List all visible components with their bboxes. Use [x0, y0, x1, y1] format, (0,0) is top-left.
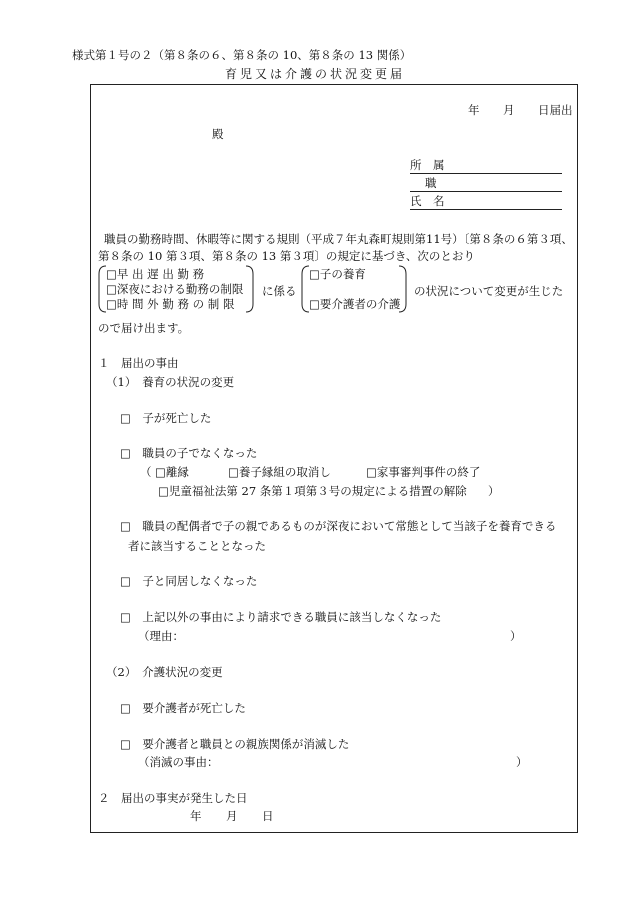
item2-paren-open: （	[140, 465, 152, 479]
option-child-care: □子の養育	[309, 267, 366, 281]
other-reason-label: （理由：	[138, 629, 184, 643]
item-spouse-can-care-line1: □ 職員の配偶者で子の親であるものが深夜において常態として当該子を養育できる	[120, 519, 557, 533]
position-label: 職	[425, 176, 437, 190]
document-title: 育児又は介護の状況変更届	[225, 67, 406, 81]
name-underline	[410, 209, 562, 210]
name-label: 氏 名	[410, 194, 445, 208]
date-month-label: 月	[503, 103, 515, 117]
connector-text: に係る	[262, 284, 297, 298]
option-family-care: □要介護者の介護	[309, 297, 401, 311]
item2-paren-close: ）	[488, 484, 500, 498]
other-reason-close: ）	[510, 629, 522, 643]
item-other-reason: □ 上記以外の事由により請求できる職員に該当しなくなった	[120, 610, 442, 624]
section2-heading: ２ 届出の事実が発生した日	[98, 791, 248, 805]
intro-line-2: 第８条の 10 第３項、第８条の 13 第３項〕の規定に基づき、次のとおり	[98, 249, 475, 263]
form-number: 様式第１号の２（第８条の６、第８条の 10、第８条の 13 関係）	[72, 48, 412, 62]
occurrence-year-label: 年	[190, 809, 202, 823]
intro-line-last: ので届け出ます。	[98, 321, 190, 335]
occurrence-day-label: 日	[262, 809, 274, 823]
affiliation-underline	[410, 173, 562, 174]
intro-tail: の状況について変更が生じた	[414, 284, 564, 298]
option-dissolution-adoption: □離縁	[155, 465, 189, 479]
option-early-late-shift: □早 出 遅 出 勤 務	[106, 267, 205, 281]
item-no-longer-child: □ 職員の子でなくなった	[120, 446, 258, 460]
affiliation-label: 所 属	[410, 158, 445, 172]
section1-heading: １ 届出の事由	[98, 356, 179, 370]
option-child-welfare-measure: □児童福祉法第 27 条第１項第３号の規定による措置の解除	[158, 484, 467, 498]
item-no-longer-cohabiting: □ 子と同居しなくなった	[120, 574, 258, 588]
option-night-work-limit: □深夜における勤務の制限	[106, 282, 244, 296]
item-child-deceased: □ 子が死亡した	[120, 411, 212, 425]
option-overtime-limit: □時 間 外 勤 務 の 制 限	[106, 297, 235, 311]
option-family-court-end: □家事審判事件の終了	[366, 465, 481, 479]
occurrence-month-label: 月	[226, 809, 238, 823]
item-care-recipient-deceased: □ 要介護者が死亡した	[120, 701, 246, 715]
option-adoption-annulment: □養子縁組の取消し	[228, 465, 331, 479]
date-year-label: 年	[468, 103, 480, 117]
kinship-reason-label: （消滅の事由：	[138, 755, 219, 769]
intro-line-1: 職員の勤務時間、休暇等に関する規則（平成７年丸森町規則第11号）〔第８条の６第３項、	[104, 232, 573, 246]
addressee-suffix: 殿	[212, 127, 224, 141]
position-underline	[410, 191, 562, 192]
kinship-reason-close: ）	[516, 755, 528, 769]
item-kinship-dissolved: □ 要介護者と職員との親族関係が消滅した	[120, 737, 350, 751]
section1-sub1-heading: （1） 養育の状況の変更	[106, 375, 235, 389]
section1-sub2-heading: （2） 介護状況の変更	[106, 665, 223, 679]
item-spouse-can-care-line2: 者に該当することとなった	[128, 539, 266, 553]
date-day-submitted-label: 日届出	[538, 103, 573, 117]
